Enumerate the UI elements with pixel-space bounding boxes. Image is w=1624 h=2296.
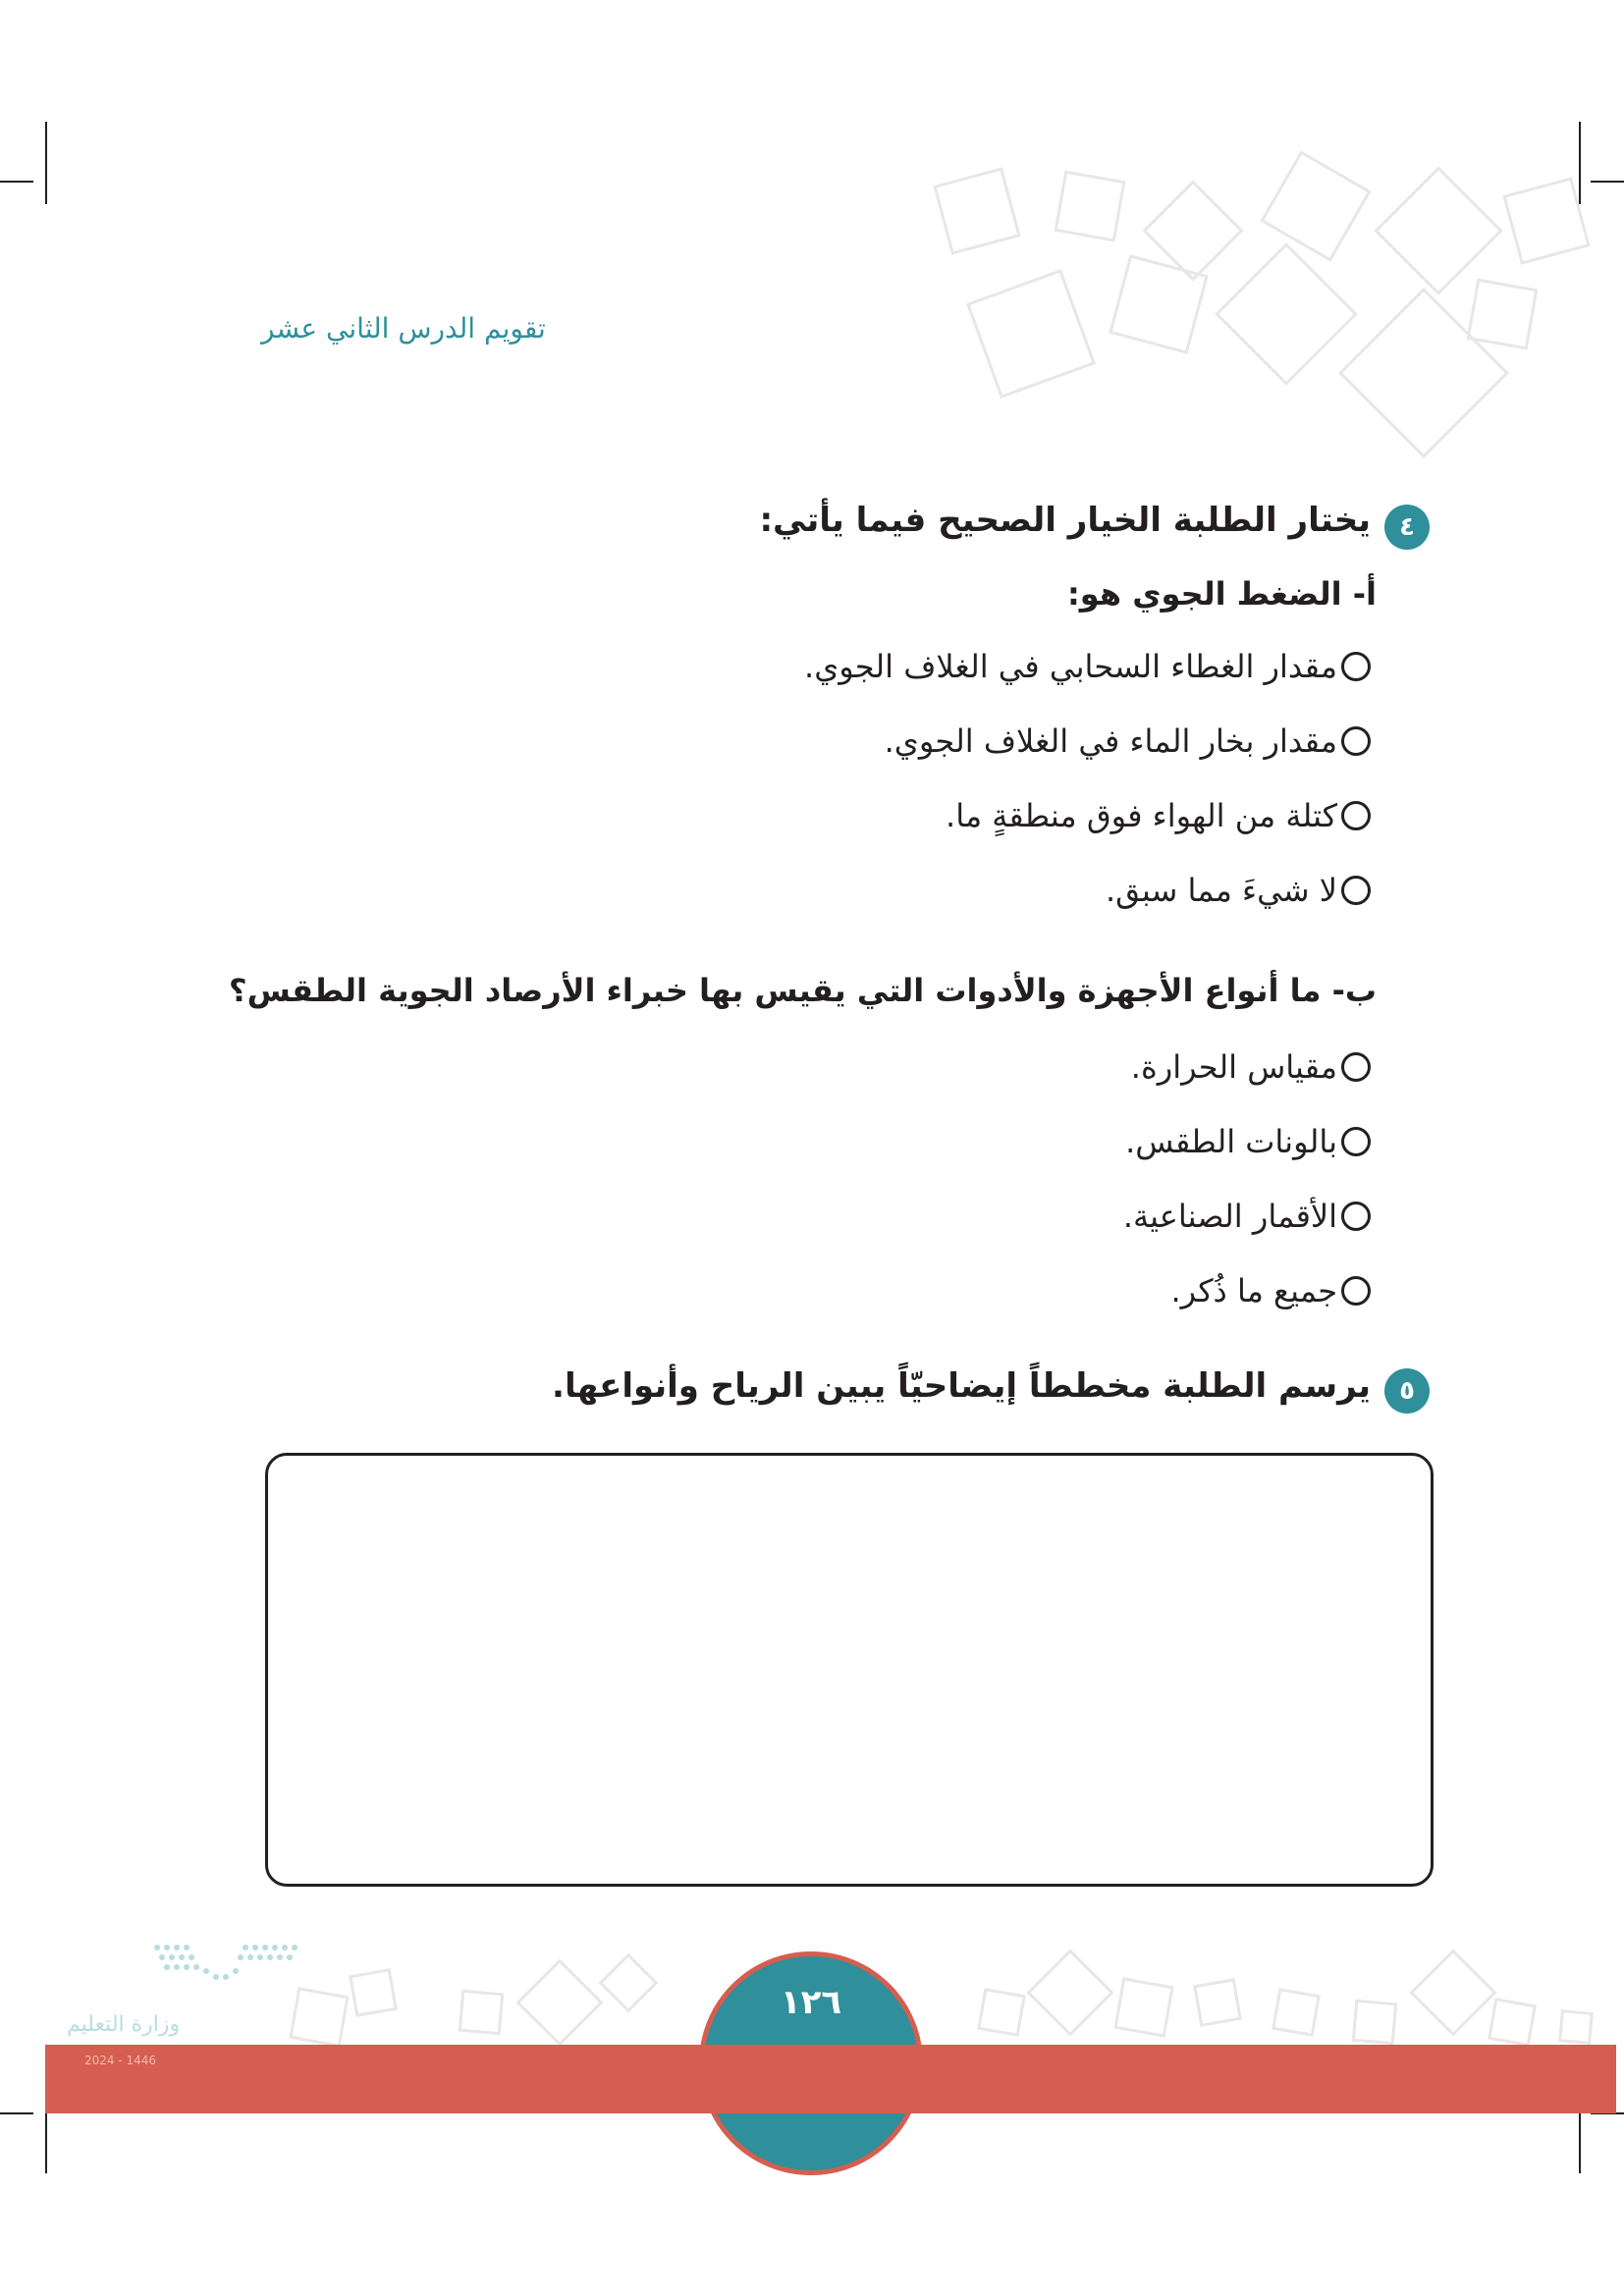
radio-icon[interactable] [1341,876,1371,905]
radio-icon[interactable] [1341,1201,1371,1231]
radio-icon[interactable] [1341,726,1371,756]
option-label: مقياس الحرارة. [1130,1048,1337,1086]
ministry-logo-icon [147,1942,304,1991]
part-a-option[interactable] [885,722,1371,760]
drawing-answer-box[interactable] [265,1453,1434,1887]
part-a-option[interactable] [946,797,1371,834]
part-b-option[interactable] [1131,1048,1371,1086]
part-b-option[interactable] [1170,1272,1371,1309]
option-label: بالونات الطقس. [1125,1123,1337,1160]
lesson-assessment-title: تقويم الدرس الثاني عشر [261,312,546,345]
question-number-badge: ٤ [1384,505,1430,550]
page-number: ١٢٦ [780,1983,842,2022]
part-b-option[interactable] [1125,1123,1371,1160]
option-label: الأقمار الصناعية. [1122,1198,1337,1235]
question-5-text: يرسم الطلبة مخططاً إيضاحيّاً يبين الرياح وأنواعها. [552,1366,1371,1406]
radio-icon[interactable] [1341,1276,1371,1306]
part-a-option[interactable] [1106,872,1371,909]
option-label: مقدار الغطاء السحابي في الغلاف الجوي. [804,648,1337,685]
radio-icon[interactable] [1341,652,1371,681]
option-label: جميع ما ذُكر. [1170,1272,1337,1309]
radio-icon[interactable] [1341,1052,1371,1082]
option-label: لا شيءَ مما سبق. [1105,872,1337,909]
radio-icon[interactable] [1341,801,1371,830]
radio-icon[interactable] [1341,1127,1371,1156]
ministry-logo-year: 2024 - 1446 [84,2054,157,2067]
part-b-label: ب- ما أنواع الأجهزة والأدوات التي يقيس بها خبراء الأرصاد الجوية الطقس؟ [229,972,1377,1009]
ministry-logo-text: وزارة التعليم [67,2012,181,2037]
part-b-option[interactable] [1123,1198,1371,1235]
part-a-label: أ- الضغط الجوي هو: [1067,575,1377,613]
footer-band [45,2045,1616,2113]
question-number-badge: ٥ [1384,1368,1430,1414]
option-label: مقدار بخار الماء في الغلاف الجوي. [884,722,1337,760]
option-label: كتلة من الهواء فوق منطقةٍ ما. [946,797,1337,834]
part-a-option[interactable] [804,648,1371,685]
question-4-text: يختار الطلبة الخيار الصحيح فيما يأتي: [759,501,1371,540]
